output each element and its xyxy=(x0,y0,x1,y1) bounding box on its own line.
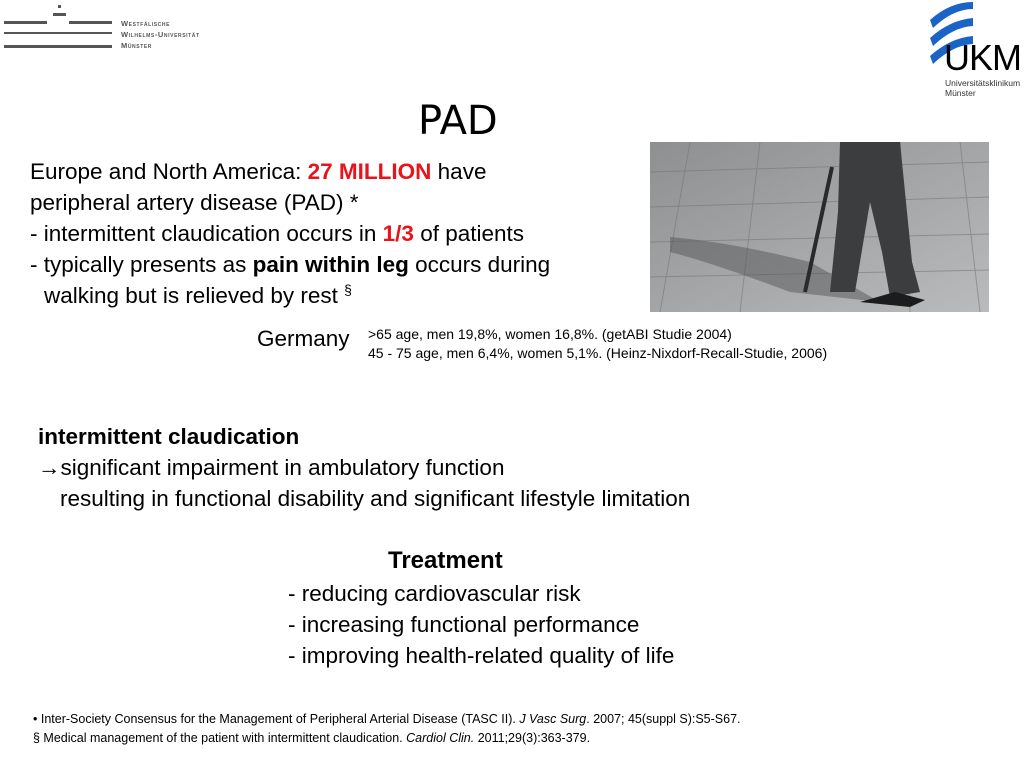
highlight-one-third: 1/3 xyxy=(382,221,414,246)
footnote-2: § Medical management of the patient with intermittent claudication. Cardiol Clin. 2011;29(3):363-379. xyxy=(33,731,591,745)
highlight-27-million: 27 MILLION xyxy=(307,159,432,184)
germany-stat-1: >65 age, men 19,8%, women 16,8%. (getABI Studie 2004) xyxy=(368,326,732,342)
claudication-section: intermittent claudication →significant impairment in ambulatory function resulting in functional disability and significant lifestyle limitation xyxy=(38,421,690,514)
page-title: PAD xyxy=(418,98,498,144)
ukm-line2: Münster xyxy=(945,88,976,98)
germany-label: Germany xyxy=(257,326,350,351)
germany-stat-2: 45 - 75 age, men 6,4%, women 5,1%. (Heinz-Nixdorf-Recall-Studie, 2006) xyxy=(368,345,828,361)
treatment-item: - reducing cardiovascular risk xyxy=(288,581,581,606)
walking-with-cane-photo xyxy=(650,142,989,312)
wwu-logo-line: Westfälische xyxy=(121,19,171,28)
treatment-heading: Treatment xyxy=(388,547,503,574)
wwu-logo-line: Münster xyxy=(121,41,153,50)
treatment-list xyxy=(288,578,674,671)
ukm-abbr: UKM xyxy=(944,40,1021,76)
intro-text: Europe and North America: 27 MILLION have peripheral artery disease (PAD) * - intermittent claudication occurs in 1/3 of patients - typically presents as pain within leg occurs during walking but is relieved by rest § xyxy=(30,159,551,308)
treatment-item: - improving health-related quality of life xyxy=(288,643,675,668)
claudication-heading: intermittent claudication xyxy=(38,424,300,449)
treatment-item: - increasing functional performance xyxy=(288,612,640,637)
ukm-line1: Universitätsklinikum xyxy=(945,78,1021,88)
wwu-logo-line: Wilhelms-Universität xyxy=(121,30,200,39)
footnote-1: • Inter-Society Consensus for the Management of Peripheral Arterial Disease (TASC II). J Vasc Surg. 2007; 45(suppl S):S5-S67. xyxy=(33,712,741,726)
arrow-right-icon: → xyxy=(38,455,61,480)
